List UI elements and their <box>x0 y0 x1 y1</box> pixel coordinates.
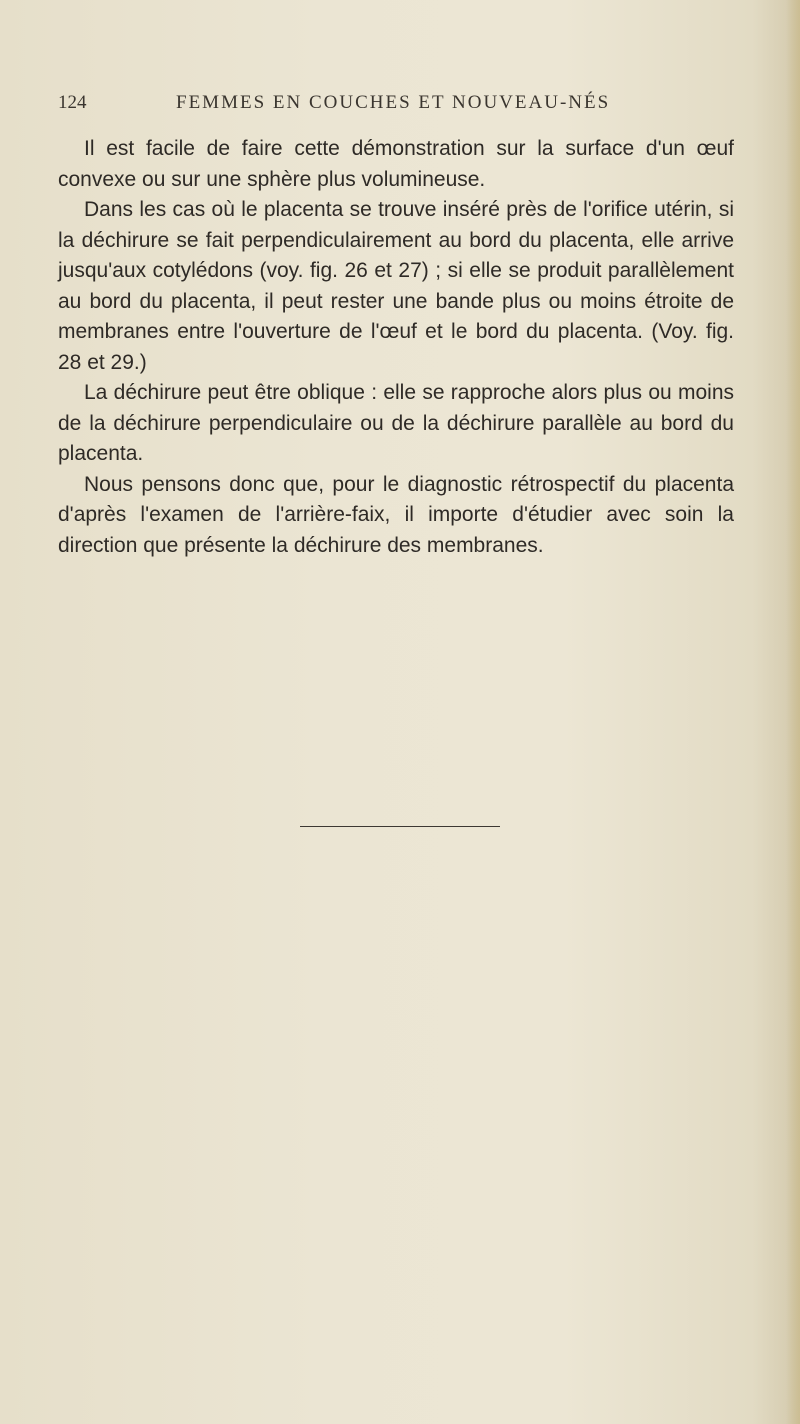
paragraph: Dans les cas où le placenta se trouve inséré près de l'orifice utérin, si la déchirure se fait perpendiculairement au bord du placenta, elle arrive jusqu'aux cotylédons (voy. fig. 26 et 27) ; si elle se produit parallèlement au bord du placenta, il peut rester une bande plus ou moins étroite de membranes entre l'ouverture de l'œuf et le bord du placenta. (Voy. fig. 28 et 29.) <box>58 198 734 374</box>
page-number: 124 <box>58 92 87 113</box>
body-text <box>58 134 734 561</box>
paragraph: Il est facile de faire cette démonstration sur la surface d'un œuf convexe ou sur une sphère plus volumineuse. <box>58 137 734 191</box>
page-edge-shadow <box>786 0 800 1424</box>
page-header <box>58 92 738 122</box>
running-title: FEMMES EN COUCHES ET NOUVEAU-NÉS <box>176 92 611 113</box>
paragraph: Nous pensons donc que, pour le diagnostic rétrospectif du placenta d'après l'examen de l'arrière-faix, il importe d'étudier avec soin la direction que présente la déchirure des membranes. <box>58 472 734 557</box>
paragraph: La déchirure peut être oblique : elle se rapproche alors plus ou moins de la déchirure perpendiculaire ou de la déchirure parallèle au bord du placenta. <box>58 381 734 465</box>
section-end-rule <box>300 826 500 827</box>
